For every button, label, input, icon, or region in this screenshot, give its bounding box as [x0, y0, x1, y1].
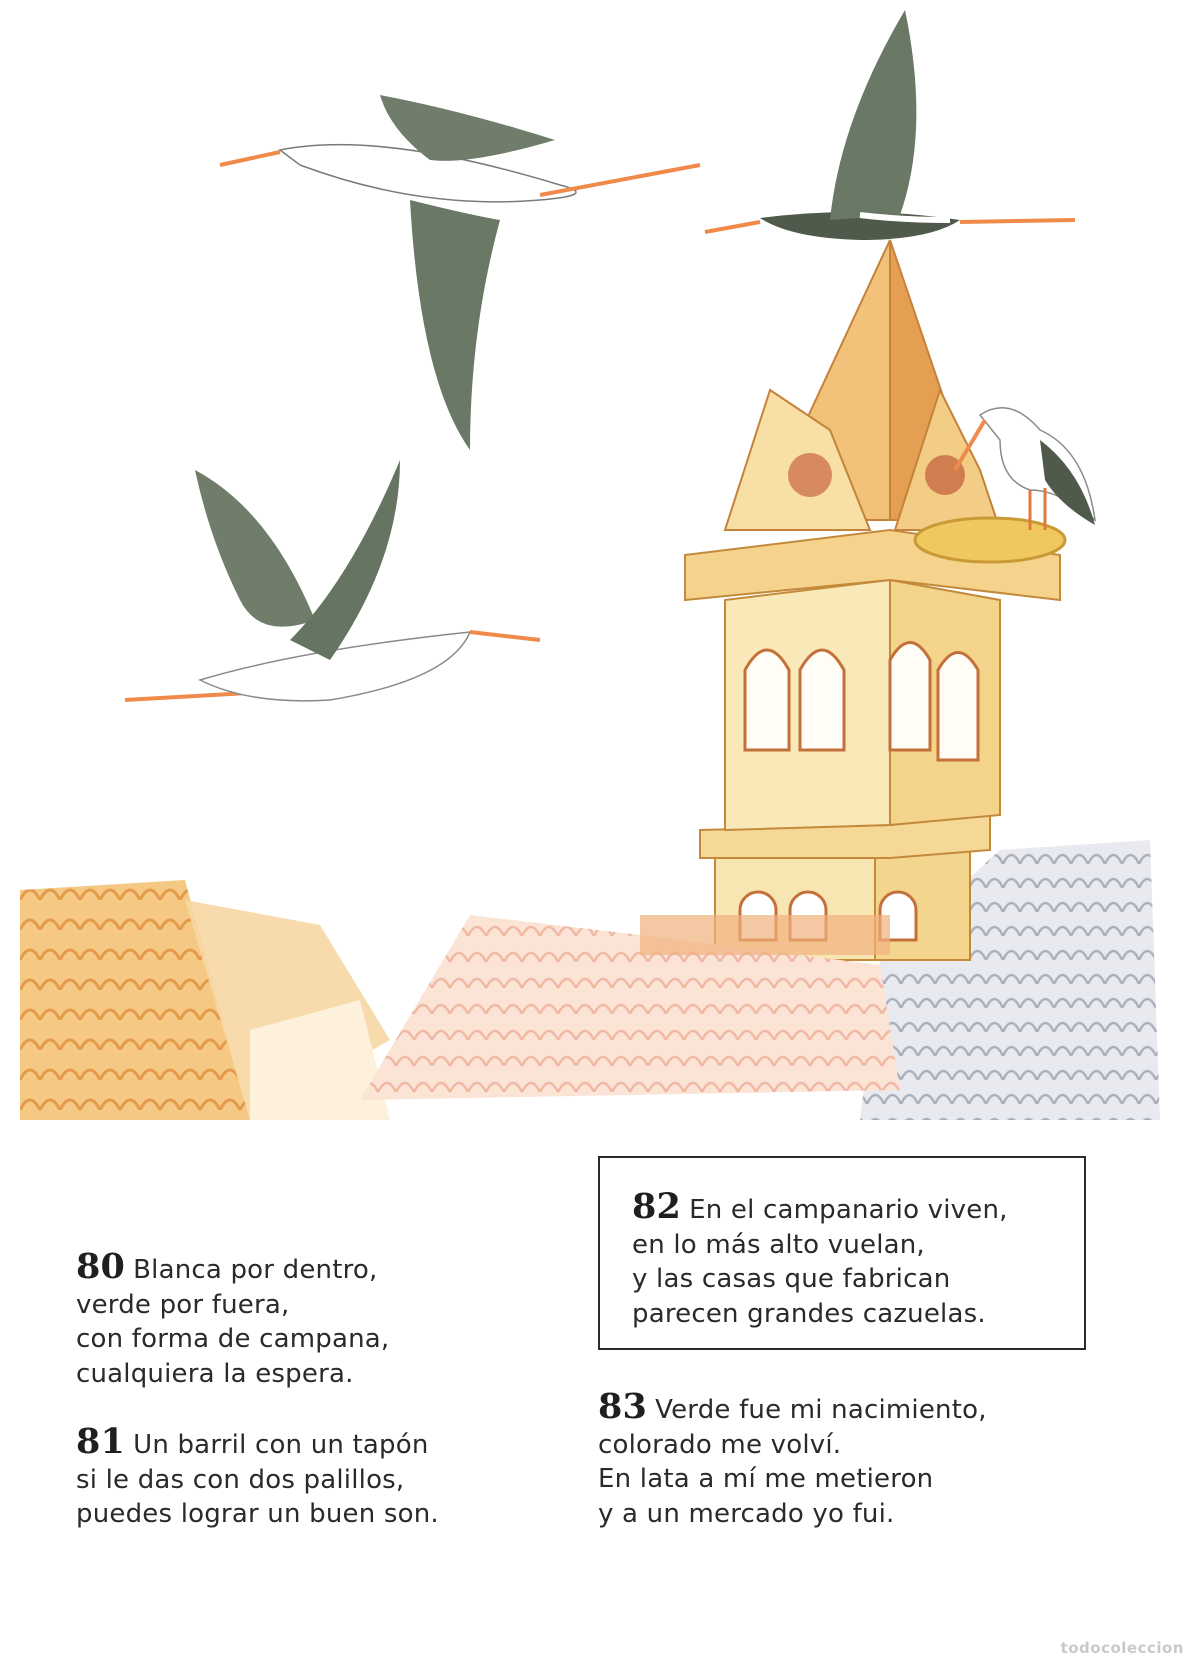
- pink-roof: [360, 915, 900, 1100]
- riddle-line: En lata a mí me metieron: [598, 1464, 934, 1494]
- riddle-text: Blanca por dentro,: [133, 1255, 378, 1285]
- riddle-80: [76, 1246, 390, 1391]
- riddle-line: [598, 1386, 987, 1428]
- riddle-83: [598, 1386, 987, 1531]
- riddle-line: parecen grandes cazuelas.: [632, 1298, 986, 1329]
- stork-top-left: [220, 95, 700, 450]
- riddle-text: Un barril con un tapón: [133, 1430, 429, 1460]
- riddle-number: 83: [598, 1386, 648, 1427]
- riddle-line: si le das con dos palillos,: [76, 1464, 405, 1495]
- riddle-line: [76, 1421, 439, 1463]
- stork-top-right: [705, 10, 1075, 240]
- riddle-line: en lo más alto vuelan,: [632, 1229, 925, 1260]
- riddle-line: colorado me volví.: [598, 1429, 842, 1460]
- riddle-line: y las casas que fabrican: [632, 1264, 951, 1294]
- riddle-line: con forma de campana,: [76, 1324, 390, 1354]
- riddle-line: puedes lograr un buen son.: [76, 1499, 439, 1529]
- riddle-text: Verde fue mi nacimiento,: [655, 1395, 987, 1425]
- riddle-line: [632, 1186, 1008, 1228]
- riddle-text: En el campanario viven,: [689, 1195, 1008, 1225]
- orange-roof: [20, 880, 390, 1120]
- riddle-line: [76, 1246, 389, 1288]
- riddle-number: 80: [76, 1246, 126, 1287]
- watermark: todocoleccion: [1060, 1639, 1184, 1657]
- riddle-line: cualquiera la espera.: [76, 1358, 354, 1389]
- riddle-number: 81: [76, 1421, 126, 1462]
- riddle-81: [76, 1421, 439, 1532]
- riddle-82: [632, 1186, 1008, 1331]
- stork-left-lower: [125, 460, 540, 701]
- riddle-line: verde por fuera,: [76, 1289, 290, 1320]
- riddle-line: y a un mercado yo fui.: [598, 1498, 895, 1529]
- riddle-number: 82: [632, 1186, 682, 1227]
